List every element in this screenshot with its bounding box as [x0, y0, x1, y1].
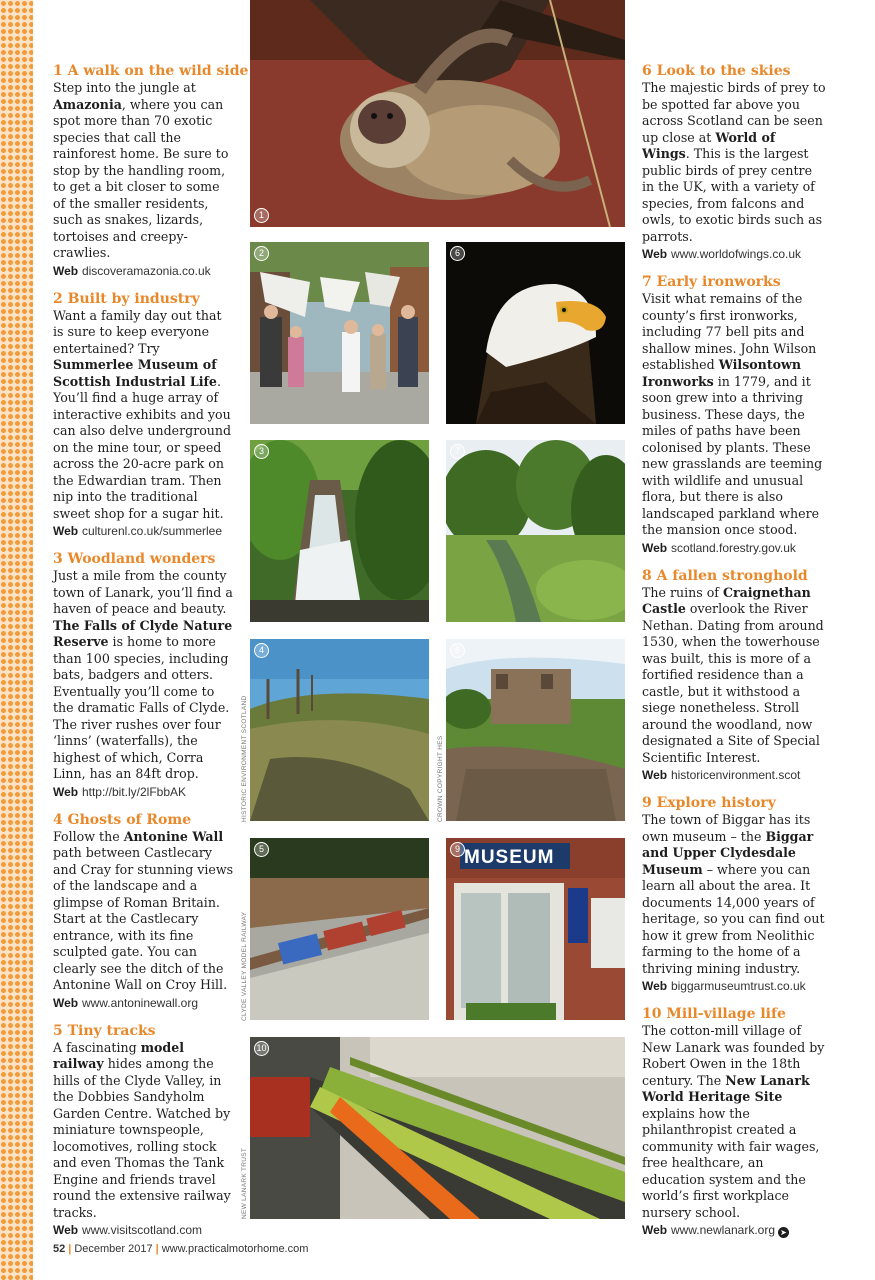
item-body: Just a mile from the county town of Lanark, you’ll find a haven of peace and beauty. The Falls of Clyde Nature Reserve is home to more than 100 species, including bats, badgers and otters. Eventually you’ll come to the dramatic Falls of Clyde. The river rushes over four ‘linns’ (waterfalls), the highest of which, Corra Linn, has an 84ft drop.	[53, 568, 233, 781]
web-link[interactable]: biggarmuseumtrust.co.uk	[670, 979, 806, 993]
photo-number-badge: 1	[254, 208, 269, 223]
web-line: Web www.worldofwings.co.uk	[642, 247, 802, 261]
item-title: 6 Look to the skies	[642, 63, 791, 79]
photo-antonine-wall	[250, 639, 429, 821]
web-link[interactable]: discoveramazonia.co.uk	[81, 263, 211, 278]
photo-summerlee	[250, 242, 429, 424]
page-number: 52	[53, 1243, 66, 1255]
web-link[interactable]: historicenvironment.scot	[670, 768, 801, 782]
item-7	[642, 273, 827, 556]
item-body: Want a family day out that is sure to keep everyone entertained? Try Summerlee Museum of Scottish Industrial Life. You’ll find a huge array of interactive exhibits and you can also delve underground on the mine tour, or speed across the 20-acre park on the Edwardian tram. Then nip into the traditional sweet shop for a sugar hit.	[53, 307, 232, 521]
item-title: 2 Built by industry	[53, 290, 200, 307]
item-8	[642, 567, 827, 784]
web-link[interactable]: www.worldofwings.co.uk	[670, 247, 802, 261]
web-line: Web www.newlanark.org ➤	[642, 1222, 827, 1238]
item-body: Visit what remains of the county’s first ironworks, including 77 bell pits and shallow mines. John Wilson established Wilsontown Ironworks in 1779, and it soon grew into a thriving business. These days, the miles of paths have been colonised by plants. These new grasslands are teeming with wildlife and unusual flora, but there is also landscaped parkland where the mansion once stood.	[642, 291, 823, 537]
museum-sign: MUSEUM	[464, 847, 555, 868]
web-link[interactable]: culturenl.co.uk/summerlee	[81, 524, 223, 538]
item-9	[642, 794, 827, 994]
photo-credit: CROWN COPYRIGHT HES	[437, 735, 444, 822]
site-url[interactable]: www.practicalmotorhome.com	[161, 1243, 309, 1255]
arrow-right-icon: ➤	[778, 1227, 789, 1238]
item-body: Follow the Antonine Wall path between Castlecary and Cray for stunning views of the landscape and a glimpse of Roman Britain. Start at the Castlecary entrance, with its fine sculpted gate. You can clearly see the ditch of the Antonine Wall on Croy Hill.	[53, 828, 234, 992]
item-body: Step into the jungle at Amazonia, where you can spot more than 70 exotic species that call the rainforest home. Be sure to stop by the handling room, to get a bit closer to some of the smaller residents, such as snakes, lizards, tortoises and creepy-crawlies.	[53, 80, 229, 260]
photo-craignethan-castle	[446, 639, 625, 821]
web-line: Web culturenl.co.uk/summerlee	[53, 524, 223, 538]
photo-biggar-museum	[446, 838, 625, 1020]
web-line: Web http://bit.ly/2lFbbAK	[53, 784, 187, 799]
item-title: 10 Mill-village life	[642, 1006, 786, 1022]
item-body: The majestic birds of prey to be spotted far above you across Scotland can be seen up close at World of Wings. This is the largest public birds of prey centre in the UK, with a variety of species, from falcons and owls, to exotic birds such as parrots.	[642, 80, 826, 244]
item-10	[642, 1005, 827, 1238]
photo-number-badge: 3	[254, 444, 269, 459]
web-line: Web biggarmuseumtrust.co.uk	[642, 979, 806, 993]
photo-number-badge: 4	[254, 643, 269, 658]
web-line: Web discoveramazonia.co.uk	[53, 263, 211, 278]
web-link[interactable]: www.visitscotland.com	[81, 1223, 202, 1237]
item-4	[53, 811, 235, 1011]
item-body: A fascinating model railway hides among the hills of the Clyde Valley, in the Dobbies Sandyholm Garden Centre. Watched by miniature townspeople, locomotives, rolling stock and even Thomas the Tank Engine and friends travel round the extensive railway tracks.	[53, 1039, 231, 1220]
web-link[interactable]: scotland.forestry.gov.uk	[670, 540, 796, 555]
web-link[interactable]: http://bit.ly/2lFbbAK	[81, 784, 187, 799]
item-1	[53, 62, 249, 279]
photo-new-lanark-mill	[250, 1037, 625, 1219]
item-title: 7 Early ironworks	[642, 274, 781, 290]
photo-number-badge: 5	[254, 842, 269, 857]
photo-model-railway	[250, 838, 429, 1020]
right-column	[642, 62, 827, 1249]
photo-number-badge: 7	[450, 444, 465, 459]
item-6	[642, 62, 827, 262]
item-title: 9 Explore history	[642, 795, 776, 811]
item-title: 8 A fallen stronghold	[642, 567, 808, 584]
web-line: Web historicenvironment.scot	[642, 768, 801, 782]
item-body: The ruins of Craignethan Castle overlook the River Nethan. Dating from around 1530, when the towerhouse was built, this is more of a fortified residence than a castle, but it withstood a siege nonetheless. Stroll around the woodland, now designated a Site of Special Scientific Interest.	[642, 584, 824, 765]
item-5	[53, 1022, 235, 1239]
item-title: 4 Ghosts of Rome	[53, 811, 192, 828]
web-link[interactable]: www.antoninewall.org	[81, 995, 199, 1010]
photo-credit: NEW LANARK TRUST	[241, 1147, 248, 1219]
photo-number-badge: 9	[450, 842, 465, 857]
item-3	[53, 550, 235, 800]
item-title: 1 A walk on the wild side	[53, 63, 249, 79]
issue-date: December 2017	[74, 1243, 153, 1255]
photo-number-badge: 2	[254, 246, 269, 261]
photo-credit: HISTORIC ENVIRONMENT SCOTLAND	[241, 695, 248, 822]
item-body: The town of Biggar has its own museum – the Biggar and Upper Clydesdale Museum – where you can learn all about the area. It documents 14,000 years of heritage, so you can find out how it grew from Neolithic farming to the home of a thriving mining industry.	[642, 812, 825, 976]
photo-falls-of-clyde	[250, 440, 429, 622]
item-title: 3 Woodland wonders	[53, 551, 216, 567]
photo-wilsontown	[446, 440, 625, 622]
item-2	[53, 290, 235, 540]
photo-number-badge: 6	[450, 246, 465, 261]
dotted-border	[0, 0, 33, 1280]
photo-number-badge: 10	[254, 1041, 269, 1056]
web-line: Web scotland.forestry.gov.uk	[642, 540, 796, 555]
item-body: The cotton-mill village of New Lanark was founded by Robert Owen in the 18th century. The New Lanark World Heritage Site explains how the philanthropist created a community with fair wages, free healthcare, an education system and the world’s first workplace nursery school.	[642, 1023, 825, 1220]
web-line: Web www.visitscotland.com	[53, 1223, 202, 1237]
photo-credit: CLYDE VALLEY MODEL RAILWAY	[241, 911, 248, 1021]
photo-eagle	[446, 242, 625, 424]
photo-monkey	[250, 0, 625, 227]
web-line: Web www.antoninewall.org	[53, 995, 199, 1010]
web-link[interactable]: www.newlanark.org	[670, 1223, 775, 1237]
item-title: 5 Tiny tracks	[53, 1022, 156, 1039]
page-footer: 52 | December 2017 | www.practicalmotorhome.com	[53, 1243, 309, 1255]
photo-number-badge: 8	[450, 643, 465, 658]
